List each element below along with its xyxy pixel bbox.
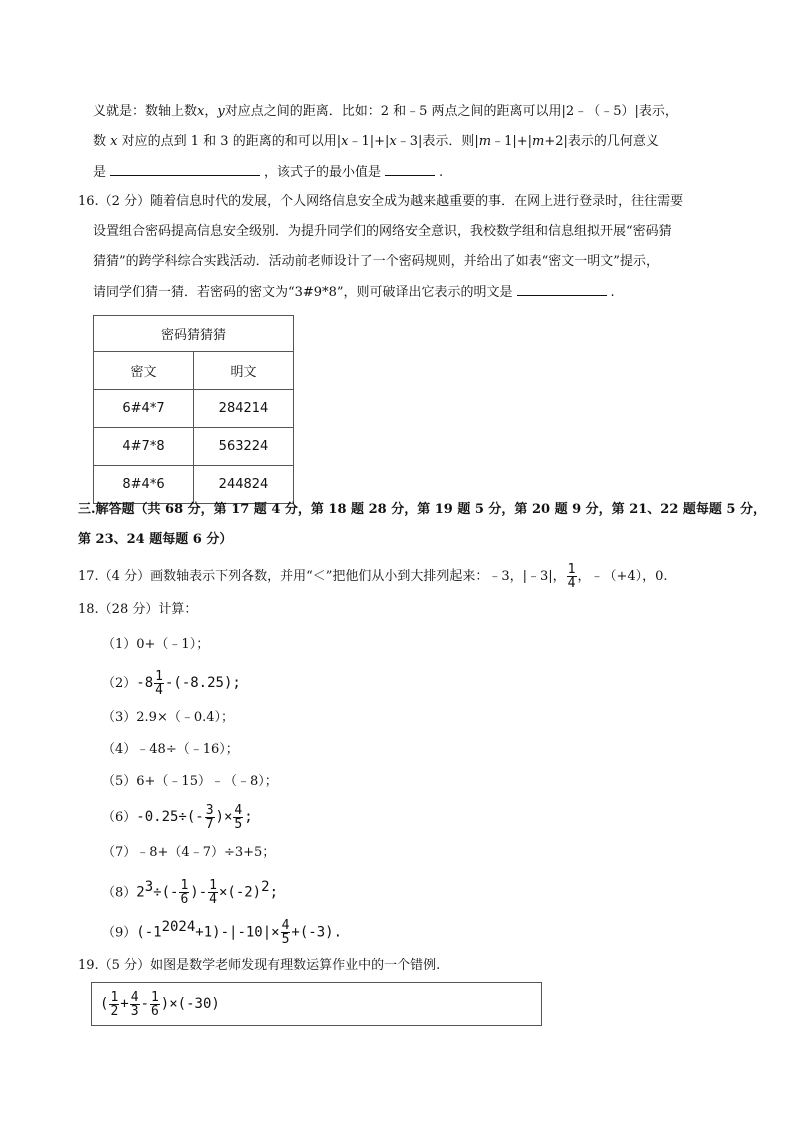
numerator: 1: [155, 669, 163, 684]
numerator: 1: [567, 562, 576, 577]
denominator: 2: [110, 1004, 119, 1019]
q18-part7: （7）﹣8+（4﹣7）÷3+5；: [102, 845, 276, 860]
expr: +1)-|-10|×: [195, 924, 280, 941]
q15-line2-e: ﹣1|+|: [491, 134, 533, 149]
numerator: 1: [180, 878, 189, 894]
fraction: [179, 879, 189, 906]
numerator: 4: [234, 803, 243, 818]
denominator: 6: [180, 892, 189, 908]
plain-cell: 244824: [194, 466, 294, 504]
denominator: 6: [150, 1004, 159, 1019]
expr: )×(-30): [160, 996, 220, 1012]
expr: ÷(-: [153, 884, 179, 901]
expr: )-: [190, 884, 208, 901]
plain-cell: 284214: [194, 390, 294, 428]
q16-line4-text: 请同学们猜一猜．若密码的密文为“3#9*8”，则可破译出它表示的明文是: [93, 285, 513, 300]
q18-part2: [102, 668, 241, 699]
numerator: 1: [150, 990, 159, 1005]
fraction: [208, 879, 218, 906]
answer-blank[interactable]: [110, 163, 260, 176]
q15-line2-b: 对应的点到 1 和 3 的距离的和可以用|: [121, 134, 342, 149]
numerator: 1: [209, 878, 217, 894]
q15-line1-b: 对应点之间的距离．比如：2 和﹣5 两点之间的距离可以用|2﹣（﹣5）|表示，: [224, 104, 678, 119]
var-x: x: [389, 134, 397, 149]
q15-line3-b: ，该式子的最小值是: [264, 165, 382, 180]
expr: +(-3).: [291, 924, 342, 941]
expr: )×: [215, 809, 233, 825]
part-label: （6）: [102, 810, 137, 825]
q16-line1: 16.（2 分）随着信息时代的发展，个人网络信息安全成为越来越重要的事．在网上进行登录时，往往需要: [78, 194, 684, 209]
table-header-row: [94, 352, 294, 390]
expr: -8: [136, 675, 154, 691]
expr: (: [100, 996, 109, 1012]
q17-tail: ，﹣（+4），0.: [577, 569, 668, 584]
fraction: [567, 563, 577, 590]
part-label: （2）: [102, 676, 137, 691]
q15-line2-d: ﹣3|表示．则|: [396, 134, 479, 149]
col-plain-header: 明文: [194, 352, 294, 390]
var-m: m: [532, 134, 545, 149]
q18-part4: （4）﹣48÷（﹣16）；: [102, 742, 239, 757]
numerator: 3: [205, 803, 214, 818]
q18-part1: （1）0+（﹣1）；: [102, 637, 210, 652]
numerator: 4: [281, 918, 290, 934]
q15-line2: [93, 133, 659, 151]
q18-part9: [102, 912, 342, 948]
fraction: [281, 919, 291, 946]
q18-title: 18.（28 分）计算：: [78, 602, 198, 617]
numerator: 1: [110, 990, 119, 1005]
denominator: 4: [567, 576, 576, 591]
table-row: [94, 466, 294, 504]
answer-blank[interactable]: [517, 283, 607, 296]
exponent: 3: [144, 879, 154, 895]
error-expression: [100, 989, 220, 1020]
numerator: 4: [130, 990, 139, 1005]
fraction: [205, 804, 215, 831]
section3-heading-line1: 三.解答题（共 68 分，第 17 题 4 分，第 18 题 28 分，第 19 题 5 分，第 20 题 9 分，第 21、22 题每题 5 分，: [78, 502, 767, 517]
q15-line3-a: 是: [93, 165, 107, 180]
q15-line2-f: +2|表示的几何意义: [544, 134, 659, 149]
q17: [78, 562, 668, 592]
q16-line4: [93, 283, 615, 302]
error-example-box: [91, 982, 542, 1026]
q15-line1-a: 义就是：数轴上数: [93, 104, 198, 119]
password-table: [93, 315, 294, 504]
expr: -: [140, 996, 149, 1012]
var-y: y: [217, 104, 225, 119]
fraction: [109, 991, 119, 1018]
q15-line3-end: .: [439, 165, 444, 180]
denominator: 5: [234, 817, 243, 832]
table-row: [94, 428, 294, 466]
denominator: 3: [130, 1004, 139, 1019]
q15-line2-a: 数: [93, 134, 107, 149]
plain-cell: 563224: [194, 428, 294, 466]
expr: ;: [244, 809, 253, 825]
table-title: 密码猜猜猜: [94, 316, 294, 352]
section3-heading-line2: 第 23、24 题每题 6 分）: [78, 532, 233, 547]
denominator: 4: [209, 892, 217, 908]
exponent: 2: [261, 879, 270, 895]
expr: 2: [136, 884, 145, 901]
cipher-cell: 8#4*6: [94, 466, 194, 504]
table-title-row: [94, 316, 294, 352]
fraction: [130, 991, 140, 1018]
q18-part6: [102, 802, 253, 833]
fraction: [233, 804, 243, 831]
part-label: （8）: [102, 885, 137, 901]
q19-text: 19.（5 分）如图是数学老师发现有理数运算作业中的一个错例.: [78, 958, 441, 973]
var-x: x: [110, 134, 118, 149]
q18-part8: [102, 872, 278, 908]
expr: ;: [269, 884, 278, 901]
q17-text: 17.（4 分）画数轴表示下列各数，并用“＜”把他们从小到大排列起来：﹣3，|﹣3|，: [78, 569, 566, 584]
q15-line2-c: ﹣1|+|: [348, 134, 390, 149]
var-x: x: [197, 104, 205, 119]
denominator: 7: [205, 817, 214, 832]
expr: (-1: [136, 924, 162, 941]
q15-line3: [93, 163, 443, 182]
q18-part3: （3）2.9×（﹣0.4）；: [102, 710, 235, 725]
var-m: m: [478, 134, 492, 149]
fraction: [150, 991, 160, 1018]
q16-line4-end: .: [610, 285, 615, 300]
q16-line2: 设置组合密码提高信息安全级别．为提升同学们的网络安全意识，我校数学组和信息组拟开展“密码猜: [93, 224, 672, 239]
table-row: [94, 390, 294, 428]
denominator: 5: [281, 932, 290, 948]
sep: ，: [204, 104, 218, 119]
q18-part5: （5）6+（﹣15）﹣（﹣8）；: [102, 774, 278, 789]
fraction: [154, 670, 164, 697]
expr: -(-8.25);: [164, 675, 241, 691]
var-x: x: [341, 134, 349, 149]
expr: ×(-2): [218, 884, 262, 901]
expr: -0.25÷(-: [136, 809, 204, 825]
q16-line3: 猜猜”的跨学科综合实践活动．活动前老师设计了一个密码规则，并给出了如表“密文一明文”提示，: [93, 254, 659, 269]
part-label: （9）: [102, 925, 137, 941]
col-cipher-header: 密文: [94, 352, 194, 390]
expr: +: [120, 996, 129, 1012]
cipher-cell: 4#7*8: [94, 428, 194, 466]
cipher-cell: 6#4*7: [94, 390, 194, 428]
exponent: 2024: [161, 919, 196, 935]
denominator: 4: [155, 683, 163, 698]
q15-line1: [93, 103, 678, 121]
answer-blank[interactable]: [385, 163, 435, 176]
